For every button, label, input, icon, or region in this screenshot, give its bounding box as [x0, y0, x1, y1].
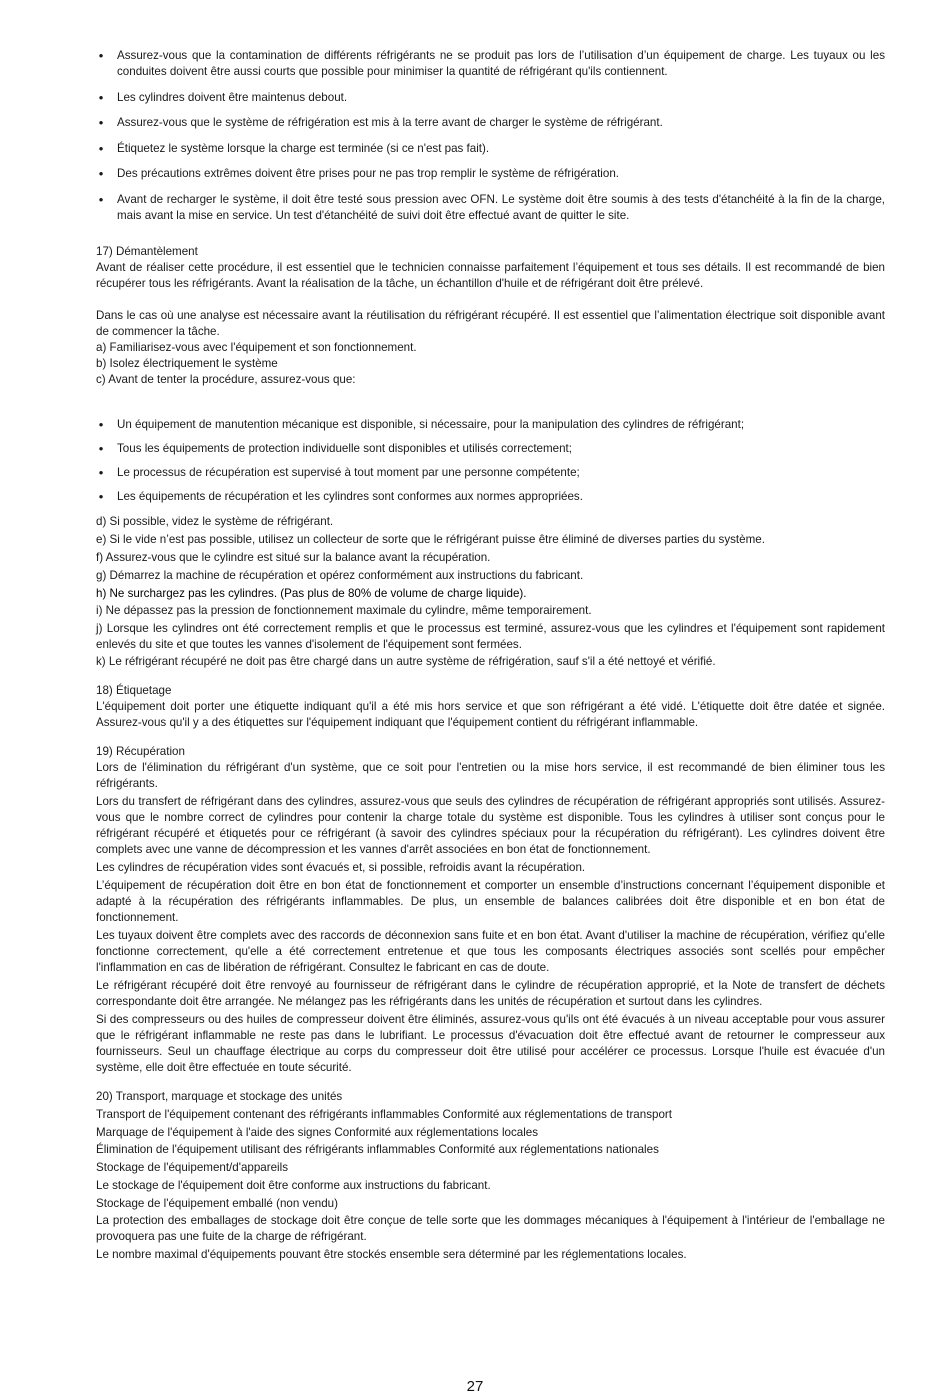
list-item: • Assurez-vous que la contamination de différents réfrigérants ne se produit pas lors de l’utilisation d’un équipement de charge. Les tuyaux ou les conduites doivent être aussi courts que possible pour minimiser la quantité de réfrigérant qu'ils contiennent. — [96, 48, 885, 80]
bullet-icon: • — [98, 48, 104, 63]
list-item: • Les cylindres doivent être maintenus debout. — [96, 90, 885, 106]
bullet-icon: • — [98, 465, 104, 481]
paragraph: Stockage de l'équipement emballé (non vendu) — [96, 1196, 338, 1210]
step-g: g) Démarrez la machine de récupération et opérez conformément aux instructions du fabricant. — [96, 568, 584, 582]
list-item: • Des précautions extrêmes doivent être prises pour ne pas trop remplir le système de réfrigération. — [96, 166, 885, 182]
step-b: b) Isolez électriquement le système — [96, 356, 278, 370]
list-item: • Le processus de récupération est supervisé à tout moment par une personne compétente; — [96, 465, 885, 481]
section-heading: 19) Récupération — [96, 744, 185, 758]
paragraph: Élimination de l'équipement utilisant des réfrigérants inflammables Conformité aux réglementations nationales — [96, 1142, 659, 1156]
bullet-icon: • — [98, 140, 104, 156]
list-item: • Étiquetez le système lorsque la charge est terminée (si ce n'est pas fait). — [96, 141, 885, 157]
step-h: h) Ne surchargez pas les cylindres. (Pas plus de 80% de volume de charge liquide). — [96, 586, 527, 600]
bullet-icon: • — [98, 416, 104, 432]
list-item: • Les équipements de récupération et les cylindres sont conformes aux normes appropriées. — [96, 489, 885, 505]
paragraph: Si des compresseurs ou des huiles de compresseur doivent être éliminés, assurez-vous qu'ils ont été évacués à un niveau acceptable pour vous assurer que le réfrigérant inflammable ne reste pas dans le lubrifiant. Le processus d'évacuation doit être effectué avant de retourner le compresseur aux fournisseurs. Seul un chauffage électrique au corps du compresseur doit être utilisé pour accélérer ce processus. Lorsque l'huile est évacuée d'un système, elle doit être effectuée en toute sécurité. — [96, 1012, 885, 1074]
bullet-icon: • — [98, 440, 104, 456]
section-heading: 20) Transport, marquage et stockage des unités — [96, 1089, 343, 1103]
list-item: • Un équipement de manutention mécanique est disponible, si nécessaire, pour la manipulation des cylindres de réfrigérant; — [96, 417, 885, 433]
bullet-icon: • — [98, 191, 104, 207]
pre-procedure-checklist — [96, 417, 885, 506]
paragraph: Le stockage de l'équipement doit être conforme aux instructions du fabricant. — [96, 1178, 491, 1192]
bullet-icon: • — [98, 89, 104, 105]
paragraph: Le réfrigérant récupéré doit être renvoyé au fournisseur de réfrigérant dans le cylindre de récupération approprié, et la Note de transfert de déchets correspondante doit être arrangée. Ne mélangez pas les réfrigérants dans les unités de récupération et surtout dans les cylindres. — [96, 978, 885, 1008]
step-k: k) Le réfrigérant récupéré ne doit pas être chargé dans un autre système de réfrigération, sauf s'il a été nettoyé et vérifié. — [96, 654, 716, 668]
section-20-transport — [96, 1089, 885, 1263]
paragraph: La protection des emballages de stockage doit être conçue de telle sorte que les dommages mécaniques à l'équipement à l'intérieur de l'emballage ne provoquera pas une fuite de la charge de réfrigérant. — [96, 1213, 885, 1243]
section-heading: 17) Démantèlement — [96, 244, 198, 258]
paragraph: Stockage de l'équipement/d'appareils — [96, 1160, 288, 1174]
step-i: i) Ne dépassez pas la pression de fonctionnement maximale du cylindre, même temporairement. — [96, 603, 592, 617]
bullet-icon: • — [98, 166, 104, 182]
bullet-icon: • — [98, 115, 104, 131]
paragraph: Marquage de l'équipement à l'aide des signes Conformité aux réglementations locales — [96, 1125, 539, 1139]
paragraph: L'équipement doit porter une étiquette indiquant qu'il a été mis hors service et que son réfrigérant a été vidé. L'étiquette doit être datée et signée. Assurez-vous qu'il y a des étiquettes sur l'équipement indiquant que l'équipement contient du réfrigérant inflammable. — [96, 699, 885, 729]
step-f: f) Assurez-vous que le cylindre est situé sur la balance avant la récupération. — [96, 550, 491, 564]
paragraph: Lors de l'élimination du réfrigérant d'un système, que ce soit pour l'entretien ou la mise hors service, il est recommandé de bien éliminer tous les réfrigérants. — [96, 760, 885, 790]
charging-precautions-list — [96, 48, 885, 224]
paragraph: Le nombre maximal d'équipements pouvant être stockés ensemble sera déterminé par les réglementations locales. — [96, 1247, 687, 1261]
paragraph: Lors du transfert de réfrigérant dans des cylindres, assurez-vous que seuls des cylindres de récupération de réfrigérant appropriés sont utilisés. Assurez-vous que le nombre correct de cylindres pour contenir la charge totale du système est disponible. Tous les cylindres à utiliser sont conçus pour le réfrigérant récupéré et étiquetés pour ce réfrigérant (à savoir des cylindres spéciaux pour la récupération du réfrigérant). Les cylindres doivent être complets avec une vanne de décompression et les vannes d'arrêt associées en bon état de fonctionnement. — [96, 794, 885, 856]
paragraph: L’équipement de récupération doit être en bon état de fonctionnement et comporter un ensemble d’instructions concernant l’équipement disponible et adapté à la récupération des réfrigérants inflammables. De plus, un ensemble de balances calibrées doit être disponible et en bon état de fonctionnement. — [96, 878, 885, 924]
paragraph: Avant de réaliser cette procédure, il est essentiel que le technicien connaisse parfaitement l’équipement et tous ses détails. Il est recommandé de bien récupérer tous les réfrigérants. Avant la réalisation de la tâche, un échantillon d'huile et de réfrigérant doit être prélevé. — [96, 260, 885, 290]
section-heading: 18) Étiquetage — [96, 683, 172, 697]
section-18-labelling — [96, 683, 885, 731]
bullet-icon: • — [98, 489, 104, 505]
step-c: c) Avant de tenter la procédure, assurez-vous que: — [96, 372, 356, 386]
page-number: 27 — [466, 1378, 484, 1395]
paragraph: Les tuyaux doivent être complets avec des raccords de déconnexion sans fuite et en bon état. Avant d'utiliser la machine de récupération, vérifiez qu'elle fonctionne correctement, qu'elle a été correctement entretenue et que tous les composants électriques associés sont scellés pour empêcher l'inflammation en cas de libération de réfrigérant. Consultez le fabricant en cas de doute. — [96, 928, 885, 974]
list-item: • Tous les équipements de protection individuelle sont disponibles et utilisés correctement; — [96, 441, 885, 457]
document-page — [96, 48, 885, 1263]
step-a: a) Familiarisez-vous avec l'équipement et son fonctionnement. — [96, 340, 417, 354]
step-j: j) Lorsque les cylindres ont été correctement remplis et que le processus est terminé, assurez-vous que les cylindres et l'équipement sont rapidement enlevés du site et que toutes les vannes d'isolement de l'équipement sont fermées. — [96, 621, 885, 651]
paragraph: Les cylindres de récupération vides sont évacués et, si possible, refroidis avant la récupération. — [96, 860, 586, 874]
paragraph: Dans le cas où une analyse est nécessaire avant la réutilisation du réfrigérant récupéré. Il est essentiel que l’alimentation électrique soit disponible avant de commencer la tâche. — [96, 308, 885, 338]
section-17-decommissioning — [96, 244, 885, 670]
step-e: e) Si le vide n’est pas possible, utilisez un collecteur de sorte que le réfrigérant puisse être éliminé de diverses parties du système. — [96, 532, 765, 546]
list-item: • Assurez-vous que le système de réfrigération est mis à la terre avant de charger le système de réfrigérant. — [96, 115, 885, 131]
paragraph: Transport de l'équipement contenant des réfrigérants inflammables Conformité aux réglementations de transport — [96, 1107, 672, 1121]
step-d: d) Si possible, videz le système de réfrigérant. — [96, 514, 334, 528]
list-item: • Avant de recharger le système, il doit être testé sous pression avec OFN. Le système doit être soumis à des tests d'étanchéité à la fin de la charge, mais avant la mise en service. Un test d'étanchéité de suivi doit être effectué avant de quitter le site. — [96, 192, 885, 224]
section-19-recovery — [96, 744, 885, 1076]
